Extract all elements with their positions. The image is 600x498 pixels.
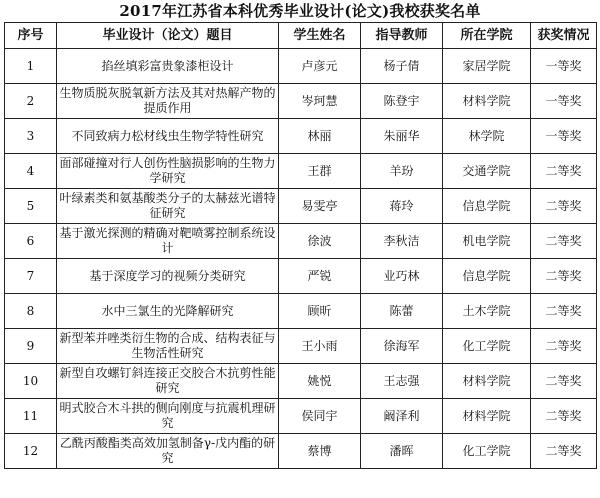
cell-title: 叶绿素类和氨基酸类分子的太赫兹光谱特征研究 <box>57 189 279 224</box>
cell-student: 王小雨 <box>279 329 361 364</box>
table-body <box>5 49 597 469</box>
cell-college: 化工学院 <box>443 329 531 364</box>
cell-no: 10 <box>5 364 57 399</box>
cell-advisor: 李秋洁 <box>361 224 443 259</box>
cell-no: 8 <box>5 294 57 329</box>
table-row <box>5 49 597 84</box>
cell-college: 化工学院 <box>443 434 531 469</box>
cell-no: 11 <box>5 399 57 434</box>
table-row <box>5 119 597 154</box>
cell-college: 材料学院 <box>443 364 531 399</box>
header-award: 获奖情况 <box>531 23 597 49</box>
cell-advisor: 陈登宇 <box>361 84 443 119</box>
table-row <box>5 224 597 259</box>
header-no: 序号 <box>5 23 57 49</box>
cell-advisor: 业巧林 <box>361 259 443 294</box>
cell-advisor: 潘晖 <box>361 434 443 469</box>
cell-college: 信息学院 <box>443 189 531 224</box>
cell-no: 4 <box>5 154 57 189</box>
table-row <box>5 434 597 469</box>
cell-award: 二等奖 <box>531 154 597 189</box>
table-row <box>5 329 597 364</box>
table-row <box>5 189 597 224</box>
cell-award: 一等奖 <box>531 119 597 154</box>
cell-advisor: 朱丽华 <box>361 119 443 154</box>
cell-student: 顾昕 <box>279 294 361 329</box>
header-advisor: 指导教师 <box>361 23 443 49</box>
header-student: 学生姓名 <box>279 23 361 49</box>
cell-title: 不同致病力松材线虫生物学特性研究 <box>57 119 279 154</box>
cell-student: 易雯亭 <box>279 189 361 224</box>
cell-title: 水中三氯生的光降解研究 <box>57 294 279 329</box>
cell-award: 二等奖 <box>531 189 597 224</box>
table-row <box>5 84 597 119</box>
cell-no: 7 <box>5 259 57 294</box>
cell-college: 家居学院 <box>443 49 531 84</box>
cell-advisor: 王志强 <box>361 364 443 399</box>
cell-student: 蔡博 <box>279 434 361 469</box>
cell-award: 二等奖 <box>531 399 597 434</box>
cell-college: 材料学院 <box>443 84 531 119</box>
header-college: 所在学院 <box>443 23 531 49</box>
cell-advisor: 陈蕾 <box>361 294 443 329</box>
cell-advisor: 杨子倩 <box>361 49 443 84</box>
table-row <box>5 154 597 189</box>
cell-title: 基于激光探测的精确对靶喷雾控制系统设计 <box>57 224 279 259</box>
table-row <box>5 259 597 294</box>
cell-award: 二等奖 <box>531 434 597 469</box>
cell-student: 严锐 <box>279 259 361 294</box>
document-title: 2017年江苏省本科优秀毕业设计(论文)我校获奖名单 <box>119 2 481 20</box>
cell-title: 新型苯并唑类衍生物的合成、结构表征与生物活性研究 <box>57 329 279 364</box>
cell-student: 卢彦元 <box>279 49 361 84</box>
header-title: 毕业设计（论文）题目 <box>57 23 279 49</box>
table-row <box>5 294 597 329</box>
cell-title: 面部碰撞对行人创伤性脑损影响的生物力学研究 <box>57 154 279 189</box>
cell-college: 机电学院 <box>443 224 531 259</box>
cell-award: 二等奖 <box>531 259 597 294</box>
cell-college: 材料学院 <box>443 399 531 434</box>
cell-title: 新型自攻螺钉斜连接正交胶合木抗剪性能研究 <box>57 364 279 399</box>
cell-college: 交通学院 <box>443 154 531 189</box>
cell-no: 3 <box>5 119 57 154</box>
cell-advisor: 羊玢 <box>361 154 443 189</box>
cell-title: 明式胶合木斗拱的侧向刚度与抗震机理研究 <box>57 399 279 434</box>
cell-title: 生物质脱灰脱氧新方法及其对热解产物的提质作用 <box>57 84 279 119</box>
cell-award: 一等奖 <box>531 49 597 84</box>
cell-student: 徐波 <box>279 224 361 259</box>
cell-award: 一等奖 <box>531 84 597 119</box>
cell-college: 信息学院 <box>443 259 531 294</box>
cell-title: 掐丝填彩富贵象漆柜设计 <box>57 49 279 84</box>
cell-no: 1 <box>5 49 57 84</box>
cell-student: 侯同宇 <box>279 399 361 434</box>
cell-title: 乙酰丙酸酯类高效加氢制备γ-戊内酯的研究 <box>57 434 279 469</box>
cell-student: 林丽 <box>279 119 361 154</box>
award-table <box>4 22 597 469</box>
cell-award: 二等奖 <box>531 294 597 329</box>
cell-award: 二等奖 <box>531 329 597 364</box>
cell-student: 姚悦 <box>279 364 361 399</box>
table-row <box>5 364 597 399</box>
table-row <box>5 399 597 434</box>
cell-no: 9 <box>5 329 57 364</box>
cell-student: 王群 <box>279 154 361 189</box>
cell-advisor: 蒋玲 <box>361 189 443 224</box>
cell-advisor: 阚泽利 <box>361 399 443 434</box>
cell-no: 5 <box>5 189 57 224</box>
cell-no: 6 <box>5 224 57 259</box>
header-row <box>5 23 597 49</box>
cell-title: 基于深度学习的视频分类研究 <box>57 259 279 294</box>
cell-award: 二等奖 <box>531 224 597 259</box>
cell-no: 12 <box>5 434 57 469</box>
cell-student: 岑珂慧 <box>279 84 361 119</box>
cell-advisor: 徐海军 <box>361 329 443 364</box>
cell-no: 2 <box>5 84 57 119</box>
cell-award: 二等奖 <box>531 364 597 399</box>
cell-college: 林学院 <box>443 119 531 154</box>
cell-college: 土木学院 <box>443 294 531 329</box>
